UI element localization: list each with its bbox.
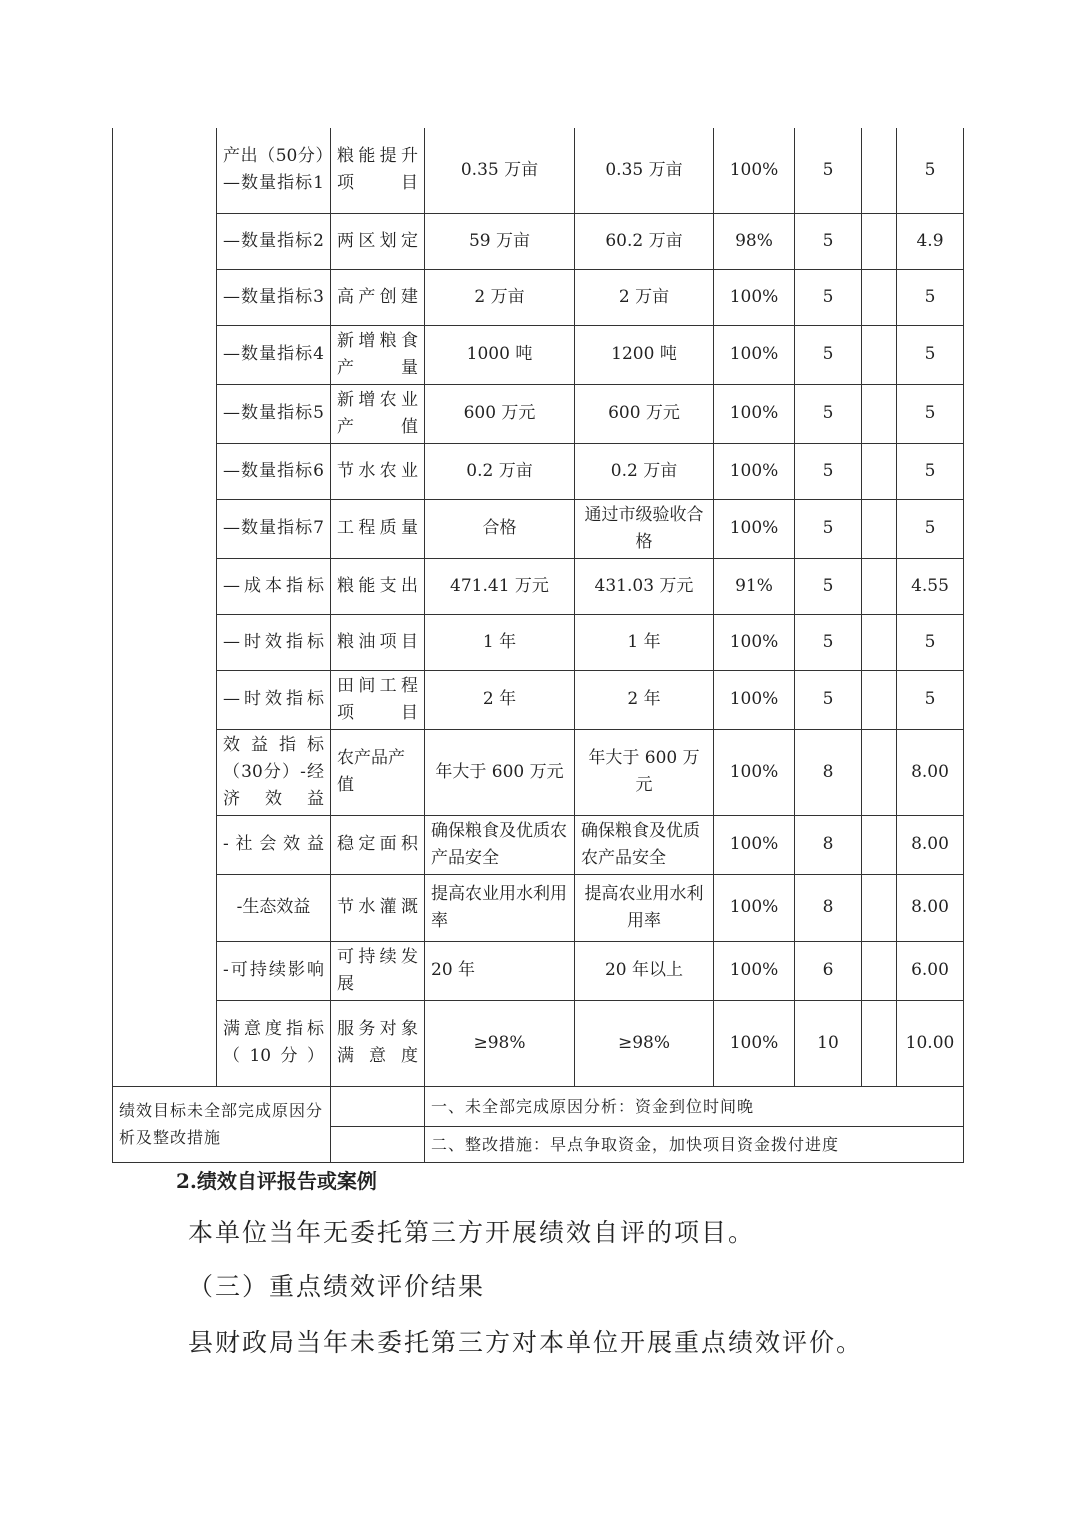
actual-cell: 1 年 bbox=[575, 614, 714, 670]
target-cell: 提高农业用水利用率 bbox=[425, 874, 575, 941]
item-cell: 稳定面积 bbox=[331, 815, 425, 874]
rate-cell: 100% bbox=[714, 325, 795, 384]
weight-cell: 5 bbox=[795, 384, 862, 443]
table-row bbox=[113, 614, 964, 670]
indicator-cell: —成本指标 bbox=[217, 558, 331, 614]
weight-cell: 8 bbox=[795, 729, 862, 815]
table-row bbox=[113, 670, 964, 729]
footer-reason-cell: 一、未全部完成原因分析：资金到位时间晚 bbox=[425, 1086, 964, 1126]
score-cell: 5 bbox=[897, 384, 964, 443]
indicator-cell: —数量指标3 bbox=[217, 269, 331, 325]
table-row bbox=[113, 1086, 964, 1126]
section-heading-2: 2.绩效自评报告或案例 bbox=[176, 1169, 377, 1193]
table-row bbox=[113, 325, 964, 384]
footer-label-cell: 绩效目标未全部完成原因分析及整改措施 bbox=[113, 1086, 331, 1162]
weight-cell: 5 bbox=[795, 443, 862, 499]
item-cell: 新增农业产值 bbox=[331, 384, 425, 443]
indicator-cell: 产出（50分）—数量指标1 bbox=[217, 128, 331, 213]
target-cell: 年大于 600 万元 bbox=[425, 729, 575, 815]
weight-cell: 5 bbox=[795, 213, 862, 269]
weight-cell: 5 bbox=[795, 558, 862, 614]
weight-cell: 10 bbox=[795, 1000, 862, 1086]
score-cell: 5 bbox=[897, 269, 964, 325]
empty-cell bbox=[862, 128, 897, 213]
rate-cell: 100% bbox=[714, 941, 795, 1000]
item-cell: 田间工程项目 bbox=[331, 670, 425, 729]
indicator-cell: —数量指标4 bbox=[217, 325, 331, 384]
target-cell: 59 万亩 bbox=[425, 213, 575, 269]
actual-cell: 确保粮食及优质农产品安全 bbox=[575, 815, 714, 874]
score-cell: 5 bbox=[897, 128, 964, 213]
paragraph-self-evaluation: 本单位当年无委托第三方开展绩效自评的项目。 bbox=[188, 1218, 756, 1247]
item-cell: 节水灌溉 bbox=[331, 874, 425, 941]
rate-cell: 100% bbox=[714, 1000, 795, 1086]
indicator-cell: —时效指标 bbox=[217, 614, 331, 670]
empty-cell bbox=[862, 269, 897, 325]
actual-cell: 0.2 万亩 bbox=[575, 443, 714, 499]
score-cell: 4.55 bbox=[897, 558, 964, 614]
weight-cell: 5 bbox=[795, 614, 862, 670]
score-cell: 5 bbox=[897, 499, 964, 558]
empty-cell bbox=[862, 325, 897, 384]
target-cell: 2 万亩 bbox=[425, 269, 575, 325]
target-cell: 0.2 万亩 bbox=[425, 443, 575, 499]
item-cell: 粮油项目 bbox=[331, 614, 425, 670]
rate-cell: 100% bbox=[714, 670, 795, 729]
rate-cell: 100% bbox=[714, 384, 795, 443]
target-cell: 20 年 bbox=[425, 941, 575, 1000]
actual-cell: 通过市级验收合格 bbox=[575, 499, 714, 558]
empty-cell bbox=[862, 1000, 897, 1086]
rate-cell: 100% bbox=[714, 269, 795, 325]
target-cell: 合格 bbox=[425, 499, 575, 558]
target-cell: 确保粮食及优质农产品安全 bbox=[425, 815, 575, 874]
table-row bbox=[113, 384, 964, 443]
empty-cell bbox=[862, 729, 897, 815]
table-row bbox=[113, 558, 964, 614]
performance-table bbox=[112, 128, 964, 1163]
category-cell bbox=[113, 128, 217, 1086]
weight-cell: 5 bbox=[795, 269, 862, 325]
indicator-cell: 满意度指标（10分） bbox=[217, 1000, 331, 1086]
target-cell: ≥98% bbox=[425, 1000, 575, 1086]
weight-cell: 6 bbox=[795, 941, 862, 1000]
actual-cell: 0.35 万亩 bbox=[575, 128, 714, 213]
item-cell: 两区划定 bbox=[331, 213, 425, 269]
item-cell: 新增粮食产量 bbox=[331, 325, 425, 384]
table-row bbox=[113, 1000, 964, 1086]
table-row bbox=[113, 443, 964, 499]
table-row bbox=[113, 213, 964, 269]
footer-measure-cell: 二、整改措施：早点争取资金，加快项目资金拨付进度 bbox=[425, 1126, 964, 1162]
empty-cell bbox=[862, 558, 897, 614]
actual-cell: 431.03 万元 bbox=[575, 558, 714, 614]
weight-cell: 5 bbox=[795, 499, 862, 558]
weight-cell: 8 bbox=[795, 874, 862, 941]
empty-cell bbox=[331, 1086, 425, 1126]
table-row bbox=[113, 499, 964, 558]
score-cell: 5 bbox=[897, 325, 964, 384]
indicator-cell: 效益指标（30分）-经济效益 bbox=[217, 729, 331, 815]
score-cell: 10.00 bbox=[897, 1000, 964, 1086]
table-row bbox=[113, 815, 964, 874]
item-cell: 粮能支出 bbox=[331, 558, 425, 614]
item-cell: 服务对象满意度 bbox=[331, 1000, 425, 1086]
score-cell: 8.00 bbox=[897, 874, 964, 941]
empty-cell bbox=[331, 1126, 425, 1162]
empty-cell bbox=[862, 443, 897, 499]
weight-cell: 5 bbox=[795, 325, 862, 384]
score-cell: 5 bbox=[897, 443, 964, 499]
rate-cell: 100% bbox=[714, 729, 795, 815]
paragraph-key-evaluation: 县财政局当年未委托第三方对本单位开展重点绩效评价。 bbox=[188, 1328, 864, 1357]
indicator-cell: —时效指标 bbox=[217, 670, 331, 729]
target-cell: 600 万元 bbox=[425, 384, 575, 443]
target-cell: 1 年 bbox=[425, 614, 575, 670]
empty-cell bbox=[862, 384, 897, 443]
indicator-cell: —数量指标7 bbox=[217, 499, 331, 558]
empty-cell bbox=[862, 213, 897, 269]
score-cell: 6.00 bbox=[897, 941, 964, 1000]
empty-cell bbox=[862, 815, 897, 874]
section-heading-3: （三）重点绩效评价结果 bbox=[188, 1272, 486, 1301]
rate-cell: 91% bbox=[714, 558, 795, 614]
empty-cell bbox=[862, 874, 897, 941]
table-row bbox=[113, 729, 964, 815]
weight-cell: 5 bbox=[795, 670, 862, 729]
weight-cell: 8 bbox=[795, 815, 862, 874]
score-cell: 8.00 bbox=[897, 815, 964, 874]
actual-cell: 1200 吨 bbox=[575, 325, 714, 384]
rate-cell: 100% bbox=[714, 614, 795, 670]
score-cell: 4.9 bbox=[897, 213, 964, 269]
actual-cell: 年大于 600 万元 bbox=[575, 729, 714, 815]
empty-cell bbox=[862, 941, 897, 1000]
actual-cell: 2 万亩 bbox=[575, 269, 714, 325]
table-row bbox=[113, 128, 964, 213]
item-cell: 高产创建 bbox=[331, 269, 425, 325]
item-cell: 粮能提升项目 bbox=[331, 128, 425, 213]
target-cell: 2 年 bbox=[425, 670, 575, 729]
empty-cell bbox=[862, 614, 897, 670]
item-cell: 农产品产值 bbox=[331, 729, 425, 815]
actual-cell: 2 年 bbox=[575, 670, 714, 729]
rate-cell: 98% bbox=[714, 213, 795, 269]
rate-cell: 100% bbox=[714, 443, 795, 499]
table-row bbox=[113, 269, 964, 325]
target-cell: 471.41 万元 bbox=[425, 558, 575, 614]
item-cell: 可持续发展 bbox=[331, 941, 425, 1000]
item-cell: 节水农业 bbox=[331, 443, 425, 499]
score-cell: 5 bbox=[897, 614, 964, 670]
actual-cell: 提高农业用水利用率 bbox=[575, 874, 714, 941]
empty-cell bbox=[862, 499, 897, 558]
rate-cell: 100% bbox=[714, 815, 795, 874]
actual-cell: 60.2 万亩 bbox=[575, 213, 714, 269]
item-cell: 工程质量 bbox=[331, 499, 425, 558]
score-cell: 8.00 bbox=[897, 729, 964, 815]
indicator-cell: —数量指标6 bbox=[217, 443, 331, 499]
indicator-cell: —数量指标2 bbox=[217, 213, 331, 269]
rate-cell: 100% bbox=[714, 128, 795, 213]
empty-cell bbox=[862, 670, 897, 729]
score-cell: 5 bbox=[897, 670, 964, 729]
indicator-cell: -生态效益 bbox=[217, 874, 331, 941]
table-row bbox=[113, 941, 964, 1000]
actual-cell: 20 年以上 bbox=[575, 941, 714, 1000]
indicator-cell: -社会效益 bbox=[217, 815, 331, 874]
indicator-cell: —数量指标5 bbox=[217, 384, 331, 443]
actual-cell: 600 万元 bbox=[575, 384, 714, 443]
rate-cell: 100% bbox=[714, 499, 795, 558]
weight-cell: 5 bbox=[795, 128, 862, 213]
indicator-cell: -可持续影响 bbox=[217, 941, 331, 1000]
actual-cell: ≥98% bbox=[575, 1000, 714, 1086]
table-row bbox=[113, 874, 964, 941]
target-cell: 0.35 万亩 bbox=[425, 128, 575, 213]
target-cell: 1000 吨 bbox=[425, 325, 575, 384]
rate-cell: 100% bbox=[714, 874, 795, 941]
